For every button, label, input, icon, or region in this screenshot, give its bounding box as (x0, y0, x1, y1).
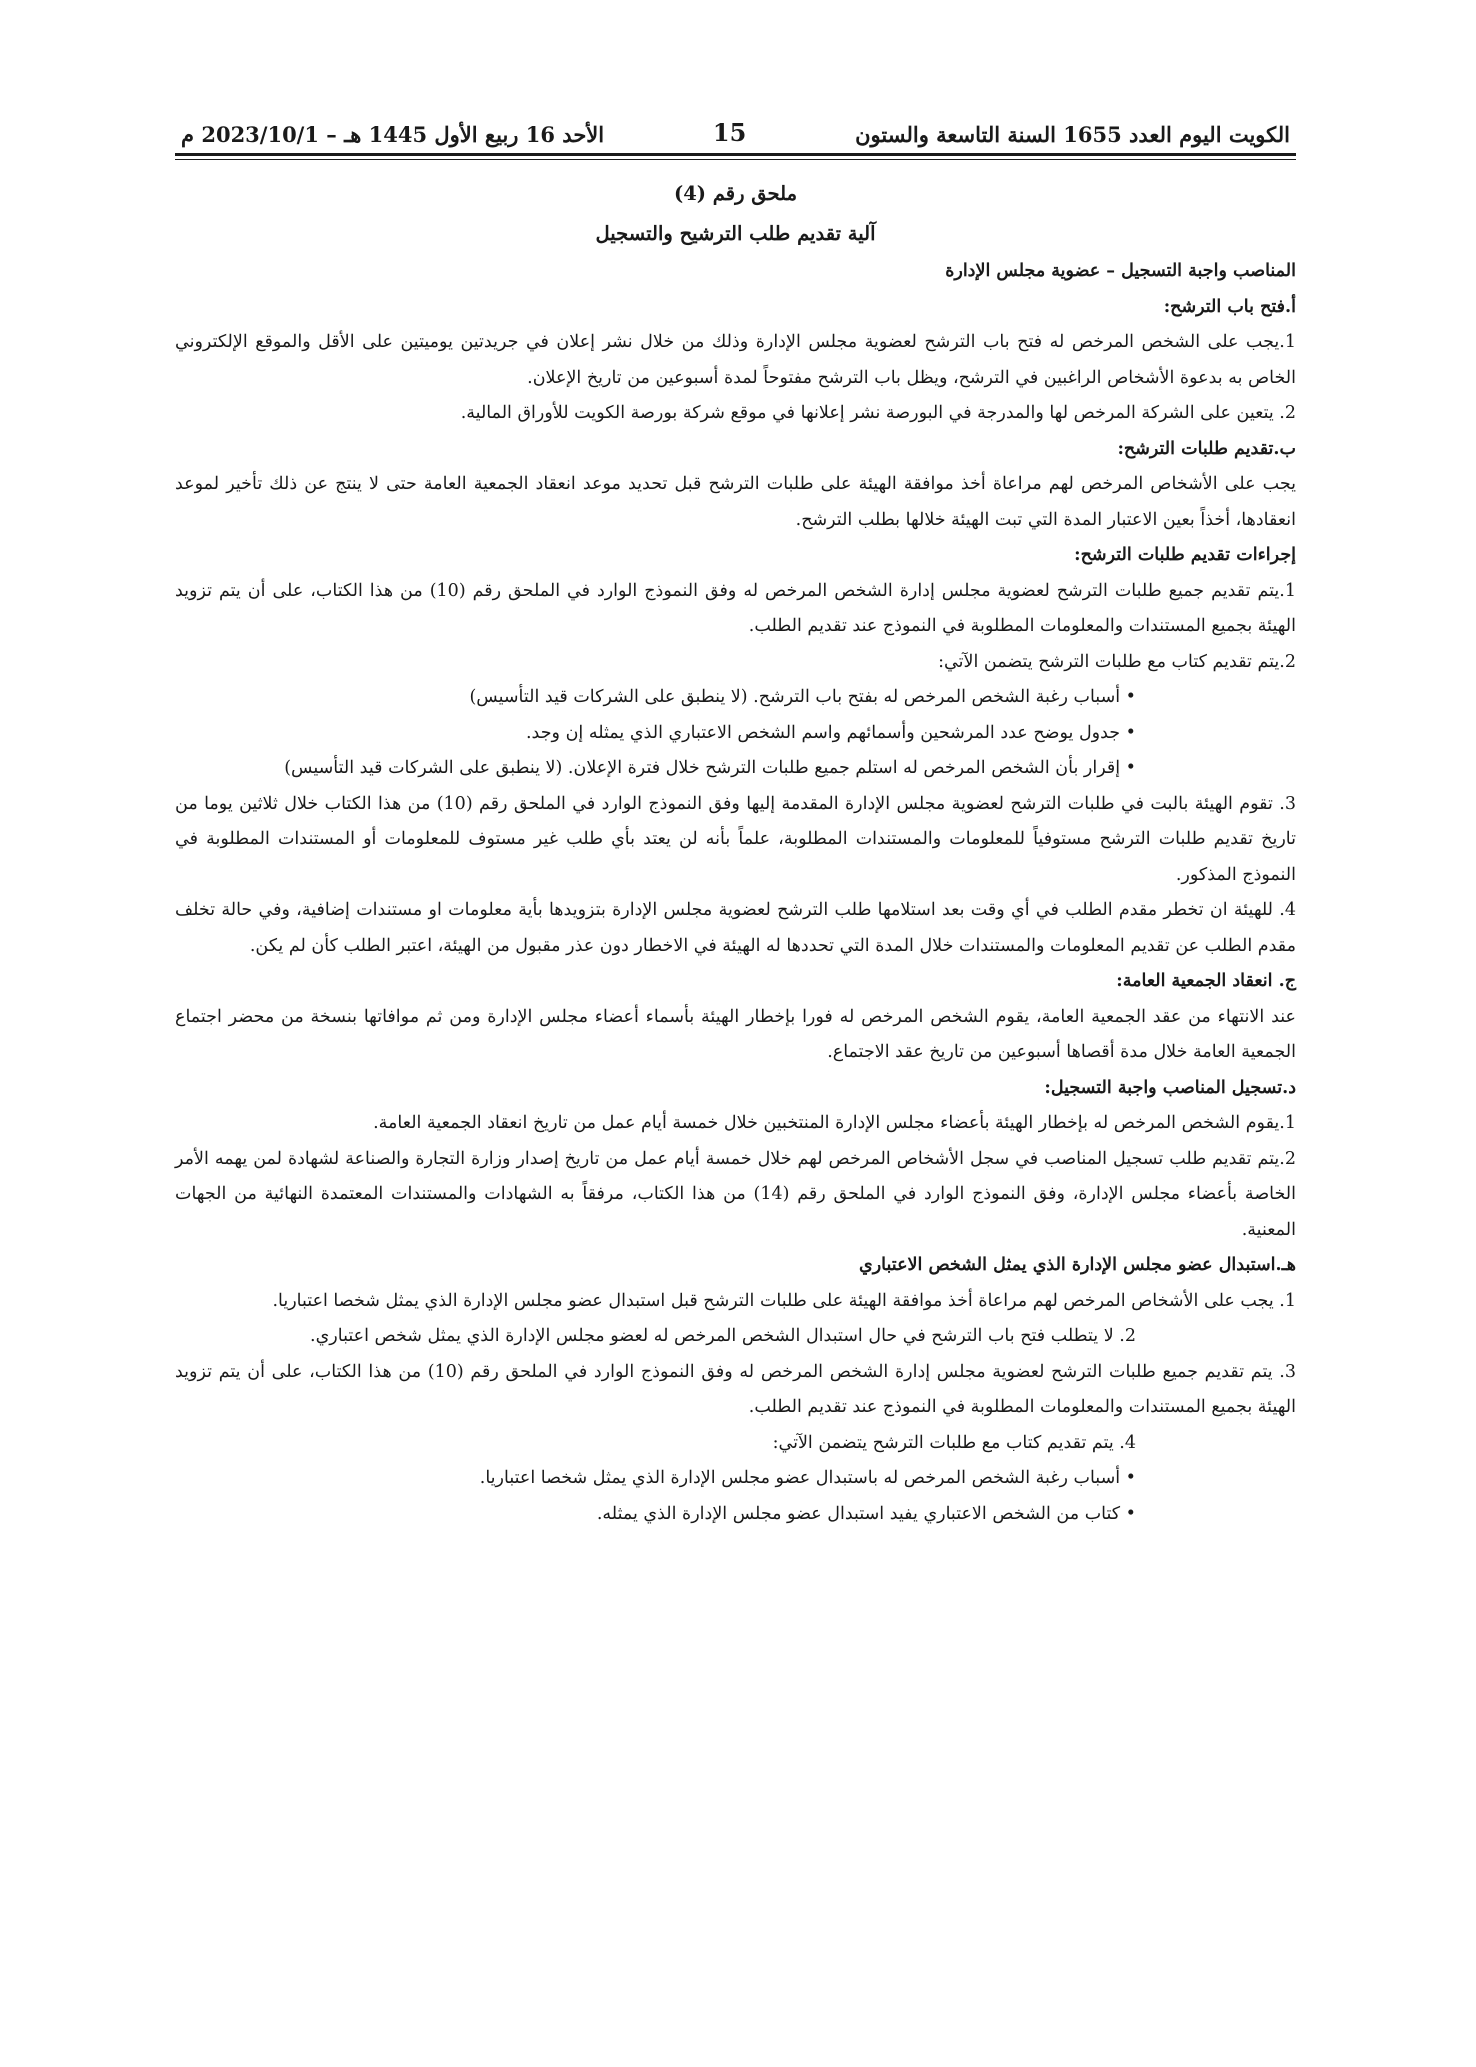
numbered-paragraph: 3. يتم تقديم جميع طلبات الترشح لعضوية مجلس إدارة الشخص المرخص له وفق النموذج الوارد في الملحق رقم (10) من هذا الكتاب، على أن يتم تزويد الهيئة بجميع المستندات والمعلومات المطلوبة في النموذج عند تقديم الطلب. (175, 1361, 1296, 1417)
bullet-item: • أسباب رغبة الشخص المرخص له باستبدال عضو مجلس الإدارة الذي يمثل شخصا اعتباريا. (479, 1468, 1136, 1488)
bullet-item: • أسباب رغبة الشخص المرخص له بفتح باب الترشح. (لا ينطبق على الشركات قيد التأسيس) (469, 687, 1136, 707)
header-issue: الكويت اليوم العدد 1655 السنة التاسعة والستون (855, 122, 1290, 147)
numbered-paragraph: 2. لا يتطلب فتح باب الترشح في حال استبدال الشخص المرخص له لعضو مجلس الإدارة الذي يمثل شخص اعتباري. (310, 1326, 1136, 1346)
paragraph: يجب على الأشخاص المرخص لهم مراعاة أخذ موافقة الهيئة على طلبات الترشح قبل تحديد موعد انعقاد الجمعية العامة حتى لا ينتج عن ذلك تأخير لموعد انعقادها، أخذاً بعين الاعتبار المدة التي تبت الهيئة خلالها بطلب الترشح. (175, 474, 1296, 530)
section-heading: أ.فتح باب الترشح: (1163, 296, 1296, 317)
numbered-paragraph: 1.يجب على الشخص المرخص له فتح باب الترشح لعضوية مجلس الإدارة وذلك من خلال نشر إعلان في جريدتين يوميتين على الأقل والموقع الإلكتروني الخاص به بدعوة الأشخاص الراغبين في الترشح، ويظل باب الترشح مفتوحاً لمدة أسبوعين من تاريخ الإعلان. (175, 332, 1296, 388)
numbered-paragraph: 1.يتم تقديم جميع طلبات الترشح لعضوية مجلس إدارة الشخص المرخص له وفق النموذج الوارد في الملحق رقم (10) من هذا الكتاب، على أن يتم تزويد الهيئة بجميع المستندات والمعلومات المطلوبة في النموذج عند تقديم الطلب. (175, 580, 1296, 636)
numbered-paragraph: 2. يتعين على الشركة المرخص لها والمدرجة في البورصة نشر إعلانها في موقع شركة بورصة الكويت للأوراق المالية. (460, 403, 1296, 423)
numbered-paragraph: 4. يتم تقديم كتاب مع طلبات الترشح يتضمن الآتي: (772, 1432, 1136, 1453)
page-header (175, 118, 1296, 153)
page-number: 15 (712, 118, 747, 147)
section-heading: هـ.استبدال عضو مجلس الإدارة الذي يمثل الشخص الاعتباري (859, 1255, 1296, 1275)
section-heading: ج. انعقاد الجمعية العامة: (1116, 971, 1296, 991)
section-heading: المناصب واجبة التسجيل – عضوية مجلس الإدارة (945, 261, 1296, 281)
bullet-item: • إقرار بأن الشخص المرخص له استلم جميع طلبات الترشح خلال فترة الإعلان. (لا ينطبق على الشركات قيد التأسيس) (284, 758, 1136, 778)
numbered-paragraph: 2.يتم تقديم كتاب مع طلبات الترشح يتضمن الآتي: (938, 651, 1296, 672)
bullet-item: • جدول يوضح عدد المرشحين وأسمائهم واسم الشخص الاعتباري الذي يمثله إن وجد. (525, 722, 1136, 743)
paragraph: عند الانتهاء من عقد الجمعية العامة، يقوم الشخص المرخص له فورا بإخطار الهيئة بأسماء أعضاء مجلس الإدارة ومن ثم موافاتها بنسخة من محضر اجتماع الجمعية العامة خلال مدة أقصاها أسبوعين من تاريخ عقد الاجتماع. (175, 1006, 1296, 1062)
document-subtitle: آلية تقديم طلب الترشيح والتسجيل (595, 222, 876, 245)
numbered-paragraph: 1. يجب على الأشخاص المرخص لهم مراعاة أخذ موافقة الهيئة على طلبات الترشح قبل استبدال عضو مجلس الإدارة الذي يمثل شخصا اعتباريا. (272, 1290, 1296, 1311)
section-heading: إجراءات تقديم طلبات الترشح: (1074, 545, 1296, 565)
section-heading: ب.تقديم طلبات الترشح: (1117, 438, 1296, 459)
numbered-paragraph: 1.يقوم الشخص المرخص له بإخطار الهيئة بأعضاء مجلس الإدارة المنتخبين خلال خمسة أيام عمل من تاريخ انعقاد الجمعية العامة. (373, 1113, 1296, 1133)
bullet-item: • كتاب من الشخص الاعتباري يفيد استبدال عضو مجلس الإدارة الذي يمثله. (596, 1503, 1136, 1524)
annex-title: ملحق رقم (4) (673, 182, 798, 205)
numbered-paragraph: 4. للهيئة ان تخطر مقدم الطلب في أي وقت بعد استلامها طلب الترشح لعضوية مجلس الإدارة بتزويدها بأية معلومات او مستندات إضافية، وفي حالة تخلف مقدم الطلب عن تقديم المعلومات والمستندات خلال المدة التي تحددها له الهيئة في الاخطار دون عذر مقبول من الهيئة، اعتبر الطلب كأن لم يكن. (175, 900, 1296, 956)
numbered-paragraph: 2.يتم تقديم طلب تسجيل المناصب في سجل الأشخاص المرخص لهم خلال خمسة أيام عمل من تاريخ إصدار وزارة التجارة والصناعة لشهادة لمن يهمه الأمر الخاصة بأعضاء مجلس الإدارة، وفق النموذج الوارد في الملحق رقم (14) من هذا الكتاب، مرفقاً به الشهادات والمستندات المعتمدة النهائية من الجهات المعنية. (175, 1148, 1296, 1240)
header-date: الأحد 16 ربيع الأول 1445 هـ – 2023/10/1 م (181, 122, 605, 147)
section-heading: د.تسجيل المناصب واجبة التسجيل: (1044, 1077, 1296, 1098)
numbered-paragraph: 3. تقوم الهيئة بالبت في طلبات الترشح لعضوية مجلس الإدارة المقدمة إليها وفق النموذج الوارد في الملحق رقم (10) من هذا الكتاب خلال ثلاثين يوما من تاريخ تقديم طلبات الترشح مستوفياً للمعلومات والمستندات المطلوبة، علماً بأنه لن يعتد بأي طلب غير مستوف للمعلومات أو المستندات المطلوبة في النموذج المذكور. (175, 793, 1297, 885)
header-rule (175, 153, 1296, 160)
